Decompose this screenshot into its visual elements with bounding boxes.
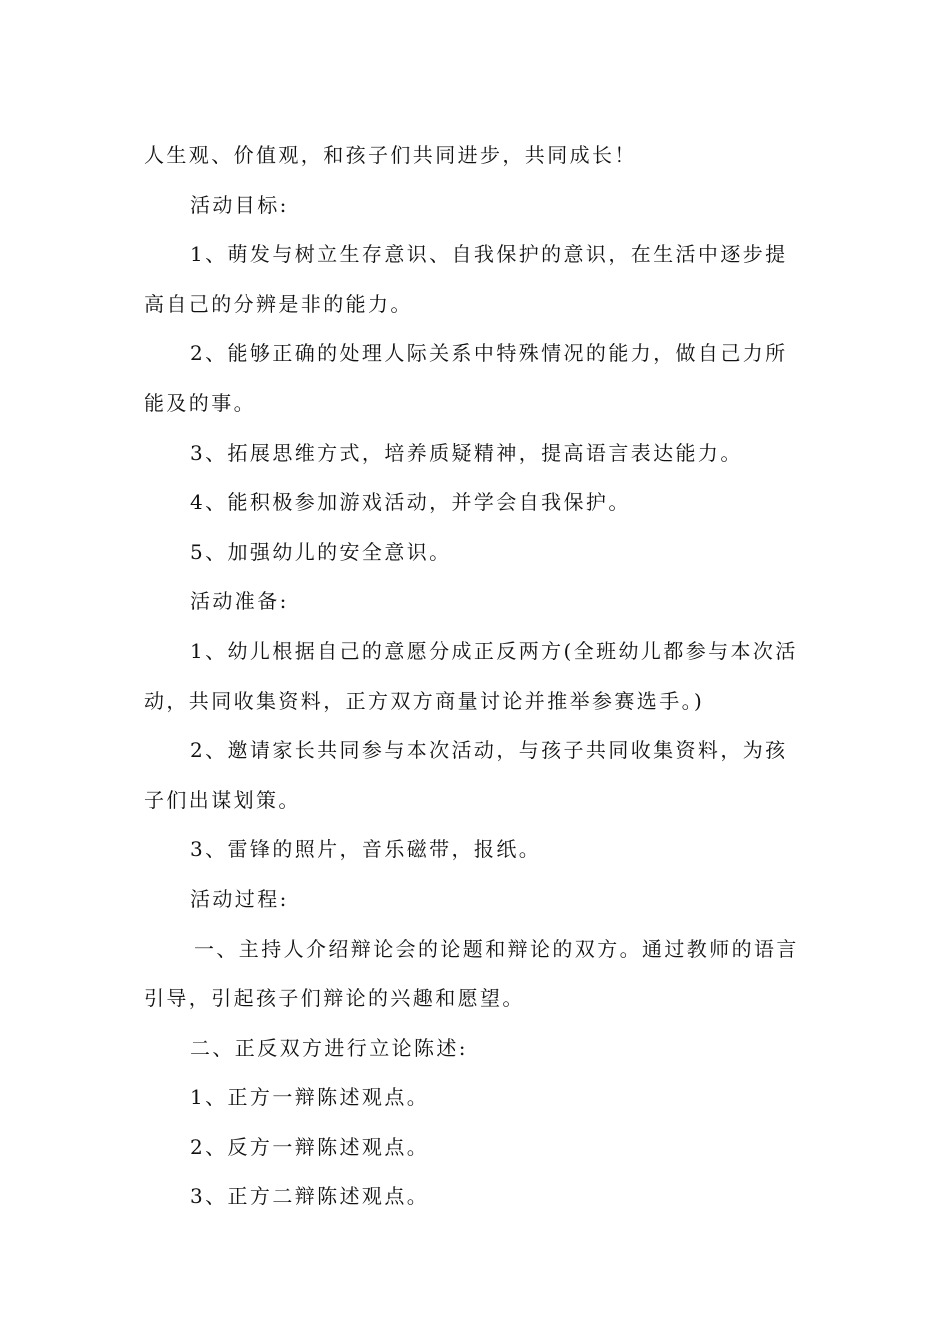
- goal-item-2: 2、能够正确的处理人际关系中特殊情况的能力，做自己力所能及的事。: [144, 341, 788, 415]
- statement-item-3: 3、正方二辩陈述观点。: [190, 1184, 430, 1209]
- heading-activity-preparation: 活动准备:: [190, 589, 289, 614]
- preparation-item-1: 1、幼儿根据自己的意愿分成正反两方(全班幼儿都参与本次活动，共同收集资料，正方双方商量讨论并推举参赛选手。): [144, 638, 798, 713]
- process-step-2: 二、正反双方进行立论陈述:: [190, 1035, 468, 1060]
- heading-activity-goals: 活动目标:: [190, 192, 289, 217]
- goal-item-3: 3、拓展思维方式，培养质疑精神，提高语言表达能力。: [190, 440, 743, 465]
- statement-item-1: 1、正方一辩陈述观点。: [190, 1085, 430, 1110]
- document-body: [144, 131, 806, 1222]
- goal-item-5: 5、加强幼儿的安全意识。: [190, 539, 452, 564]
- heading-activity-process: 活动过程:: [190, 886, 289, 911]
- goal-item-1: 1、萌发与树立生存意识、自我保护的意识，在生活中逐步提高自己的分辨是非的能力。: [144, 242, 788, 316]
- goal-item-4: 4、能积极参加游戏活动，并学会自我保护。: [190, 490, 631, 515]
- statement-item-2: 2、反方一辩陈述观点。: [190, 1134, 430, 1159]
- preparation-item-2: 2、邀请家长共同参与本次活动，与孩子共同收集资料，为孩子们出谋划策。: [144, 738, 788, 812]
- preparation-item-3: 3、雷锋的照片，音乐磁带，报纸。: [190, 837, 542, 862]
- process-step-1: 一、主持人介绍辩论会的论题和辩论的双方。通过教师的语言引导，引起孩子们辩论的兴趣和愿望。: [144, 936, 799, 1011]
- paragraph-continuation: 人生观、价值观，和孩子们共同进步，共同成长！: [144, 143, 637, 167]
